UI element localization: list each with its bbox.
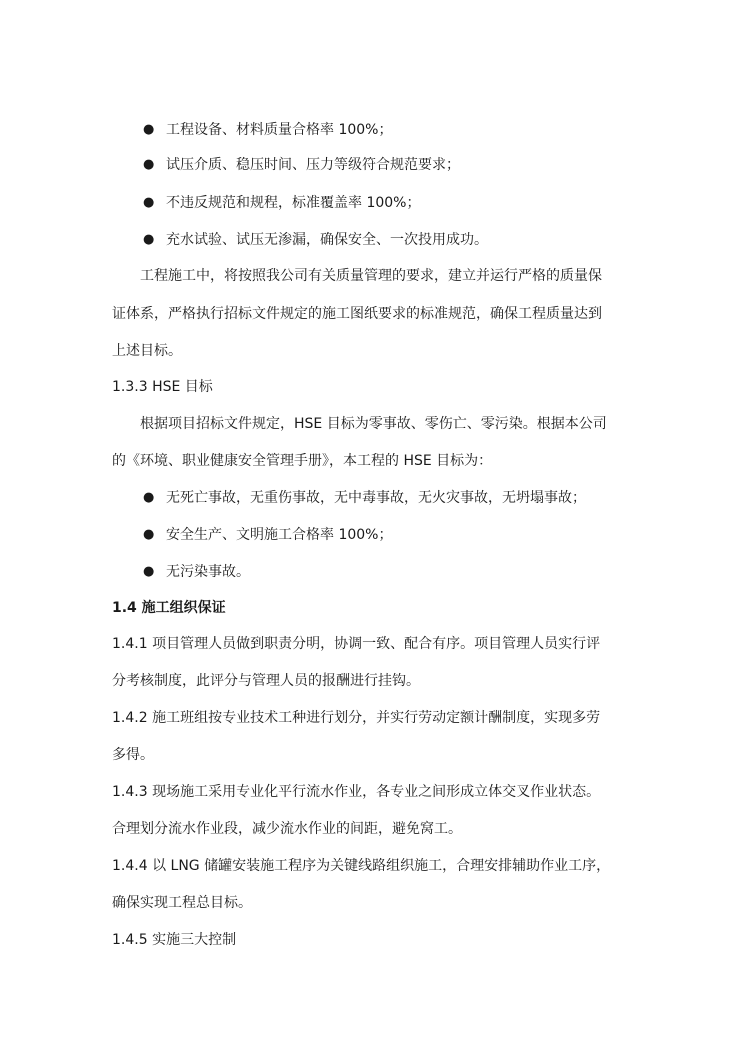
hse-para-line-1: 根据项目招标文件规定，HSE 目标为零事故、零伤亡、零污染。根据本公司 [140,416,607,432]
hse-bullet-3: 无污染事故。 [166,564,250,580]
quality-bullet-4: 充水试验、试压无渗漏，确保安全、一次投用成功。 [166,232,488,248]
quality-para-line-2: 证体系，严格执行招标文件规定的施工图纸要求的标准规范，确保工程质量达到 [112,306,602,322]
item-1-4-1-line-1: 1.4.1 项目管理人员做到职责分明，协调一致、配合有序。项目管理人员实行评 [112,636,601,652]
item-1-4-4-line-2: 确保实现工程总目标。 [112,895,252,911]
bullet-marker: ● [143,527,155,542]
bullet-marker: ● [143,564,155,579]
quality-bullet-1: 工程设备、材料质量合格率 100%； [166,122,393,138]
item-1-4-3-line-2: 合理划分流水作业段，减少流水作业的间距，避免窝工。 [112,821,462,837]
item-1-4-2-line-2: 多得。 [112,747,154,763]
hse-heading: 1.3.3 HSE 目标 [112,379,213,395]
item-1-4-2-line-1: 1.4.2 施工班组按专业技术工种进行划分，并实行劳动定额计酬制度，实现多劳 [112,710,601,726]
item-1-4-3-line-1: 1.4.3 现场施工采用专业化平行流水作业，各专业之间形成立体交叉作业状态。 [112,784,601,800]
hse-bullet-2: 安全生产、文明施工合格率 100%； [166,527,393,543]
quality-bullet-3: 不违反规范和规程，标准覆盖率 100%； [166,195,421,211]
bullet-marker: ● [143,490,155,505]
quality-para-line-1: 工程施工中，将按照我公司有关质量管理的要求，建立并运行严格的质量保 [140,268,602,284]
item-1-4-4-line-1: 1.4.4 以 LNG 储罐安装施工程序为关键线路组织施工，合理安排辅助作业工序， [112,858,611,874]
item-1-4-1-line-2: 分考核制度，此评分与管理人员的报酬进行挂钩。 [112,673,420,689]
bullet-marker: ● [143,157,155,172]
quality-para-line-3: 上述目标。 [112,343,182,359]
item-1-4-5: 1.4.5 实施三大控制 [112,932,237,948]
section-heading: 1.4 施工组织保证 [112,600,226,616]
hse-para-line-2: 的《环境、职业健康安全管理手册》，本工程的 HSE 目标为： [112,453,493,469]
bullet-marker: ● [143,195,155,210]
hse-bullet-1: 无死亡事故，无重伤事故，无中毒事故，无火灾事故，无坍塌事故； [166,490,586,506]
bullet-marker: ● [143,232,155,247]
bullet-marker: ● [143,122,155,137]
quality-bullet-2: 试压介质、稳压时间、压力等级符合规范要求； [166,157,460,173]
